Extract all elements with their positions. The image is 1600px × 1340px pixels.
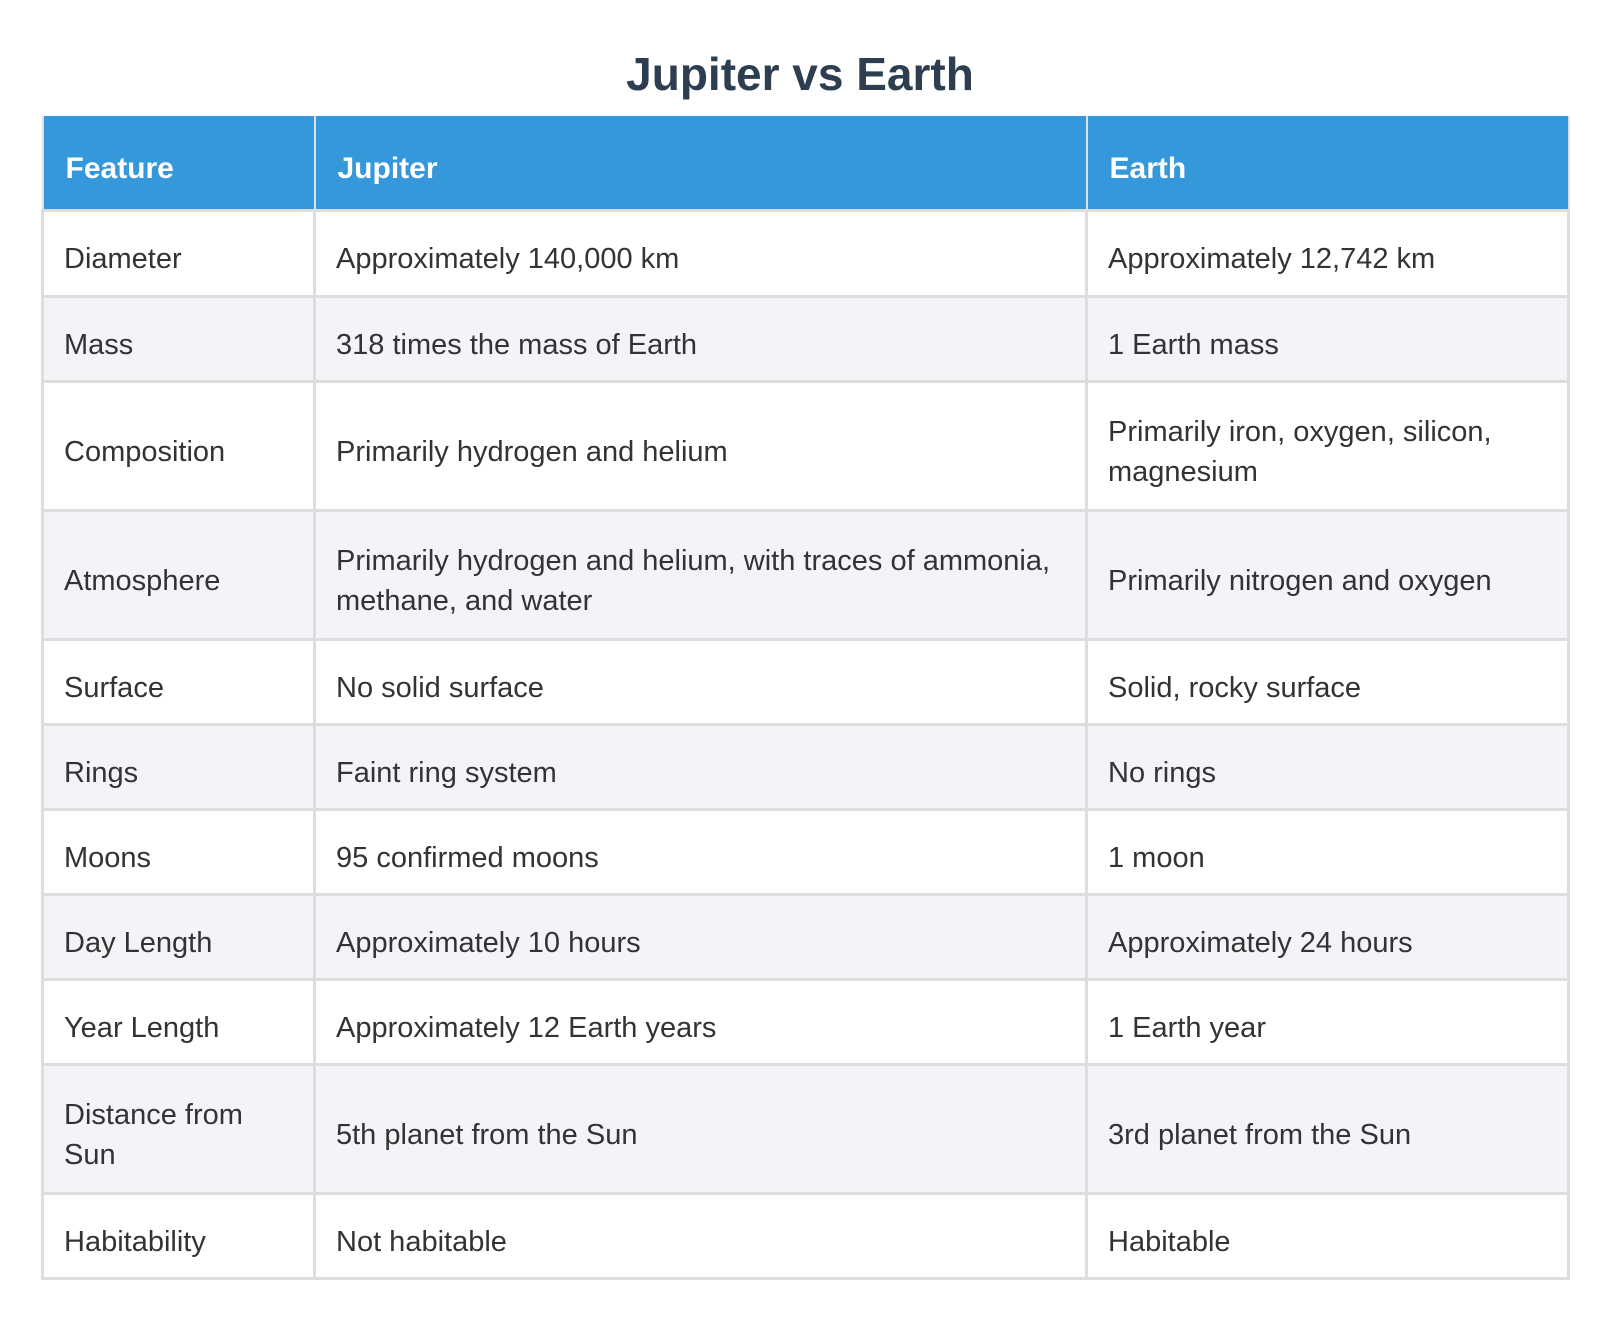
feature-cell: Day Length <box>43 894 315 979</box>
jupiter-cell: Primarily hydrogen and helium, with traces of ammonia, methane, and water <box>315 510 1087 639</box>
earth-cell: 1 Earth year <box>1087 979 1569 1064</box>
jupiter-cell: Not habitable <box>315 1193 1087 1278</box>
table-row <box>43 381 1569 510</box>
header-feature: Feature <box>43 116 315 210</box>
earth-cell: Primarily iron, oxygen, silicon, magnesium <box>1087 381 1569 510</box>
earth-cell: 1 moon <box>1087 809 1569 894</box>
feature-cell: Atmosphere <box>43 510 315 639</box>
table-row <box>43 724 1569 809</box>
comparison-table <box>41 116 1570 1280</box>
earth-cell: Approximately 12,742 km <box>1087 210 1569 296</box>
table-row <box>43 639 1569 724</box>
table-row <box>43 809 1569 894</box>
feature-cell: Surface <box>43 639 315 724</box>
table-row <box>43 510 1569 639</box>
table-row <box>43 894 1569 979</box>
earth-cell: Approximately 24 hours <box>1087 894 1569 979</box>
page-title: Jupiter vs Earth <box>626 48 974 100</box>
earth-cell: Primarily nitrogen and oxygen <box>1087 510 1569 639</box>
table-row <box>43 210 1569 296</box>
jupiter-cell: Faint ring system <box>315 724 1087 809</box>
earth-cell: No rings <box>1087 724 1569 809</box>
earth-cell: 1 Earth mass <box>1087 296 1569 381</box>
table-row <box>43 979 1569 1064</box>
jupiter-cell: Approximately 10 hours <box>315 894 1087 979</box>
feature-cell: Rings <box>43 724 315 809</box>
table-body <box>43 210 1569 1278</box>
header-row <box>43 116 1569 210</box>
feature-cell: Diameter <box>43 210 315 296</box>
table-header <box>43 116 1569 210</box>
feature-cell: Moons <box>43 809 315 894</box>
jupiter-cell: Primarily hydrogen and helium <box>315 381 1087 510</box>
jupiter-cell: Approximately 12 Earth years <box>315 979 1087 1064</box>
header-jupiter: Jupiter <box>315 116 1087 210</box>
table-row <box>43 1193 1569 1278</box>
feature-cell: Habitability <box>43 1193 315 1278</box>
earth-cell: Habitable <box>1087 1193 1569 1278</box>
jupiter-cell: 95 confirmed moons <box>315 809 1087 894</box>
jupiter-cell: 318 times the mass of Earth <box>315 296 1087 381</box>
header-earth: Earth <box>1087 116 1569 210</box>
feature-cell: Distance from Sun <box>43 1064 315 1193</box>
feature-cell: Year Length <box>43 979 315 1064</box>
earth-cell: Solid, rocky surface <box>1087 639 1569 724</box>
feature-cell: Mass <box>43 296 315 381</box>
jupiter-cell: No solid surface <box>315 639 1087 724</box>
earth-cell: 3rd planet from the Sun <box>1087 1064 1569 1193</box>
feature-cell: Composition <box>43 381 315 510</box>
jupiter-cell: 5th planet from the Sun <box>315 1064 1087 1193</box>
table-row <box>43 1064 1569 1193</box>
jupiter-cell: Approximately 140,000 km <box>315 210 1087 296</box>
table-row <box>43 296 1569 381</box>
